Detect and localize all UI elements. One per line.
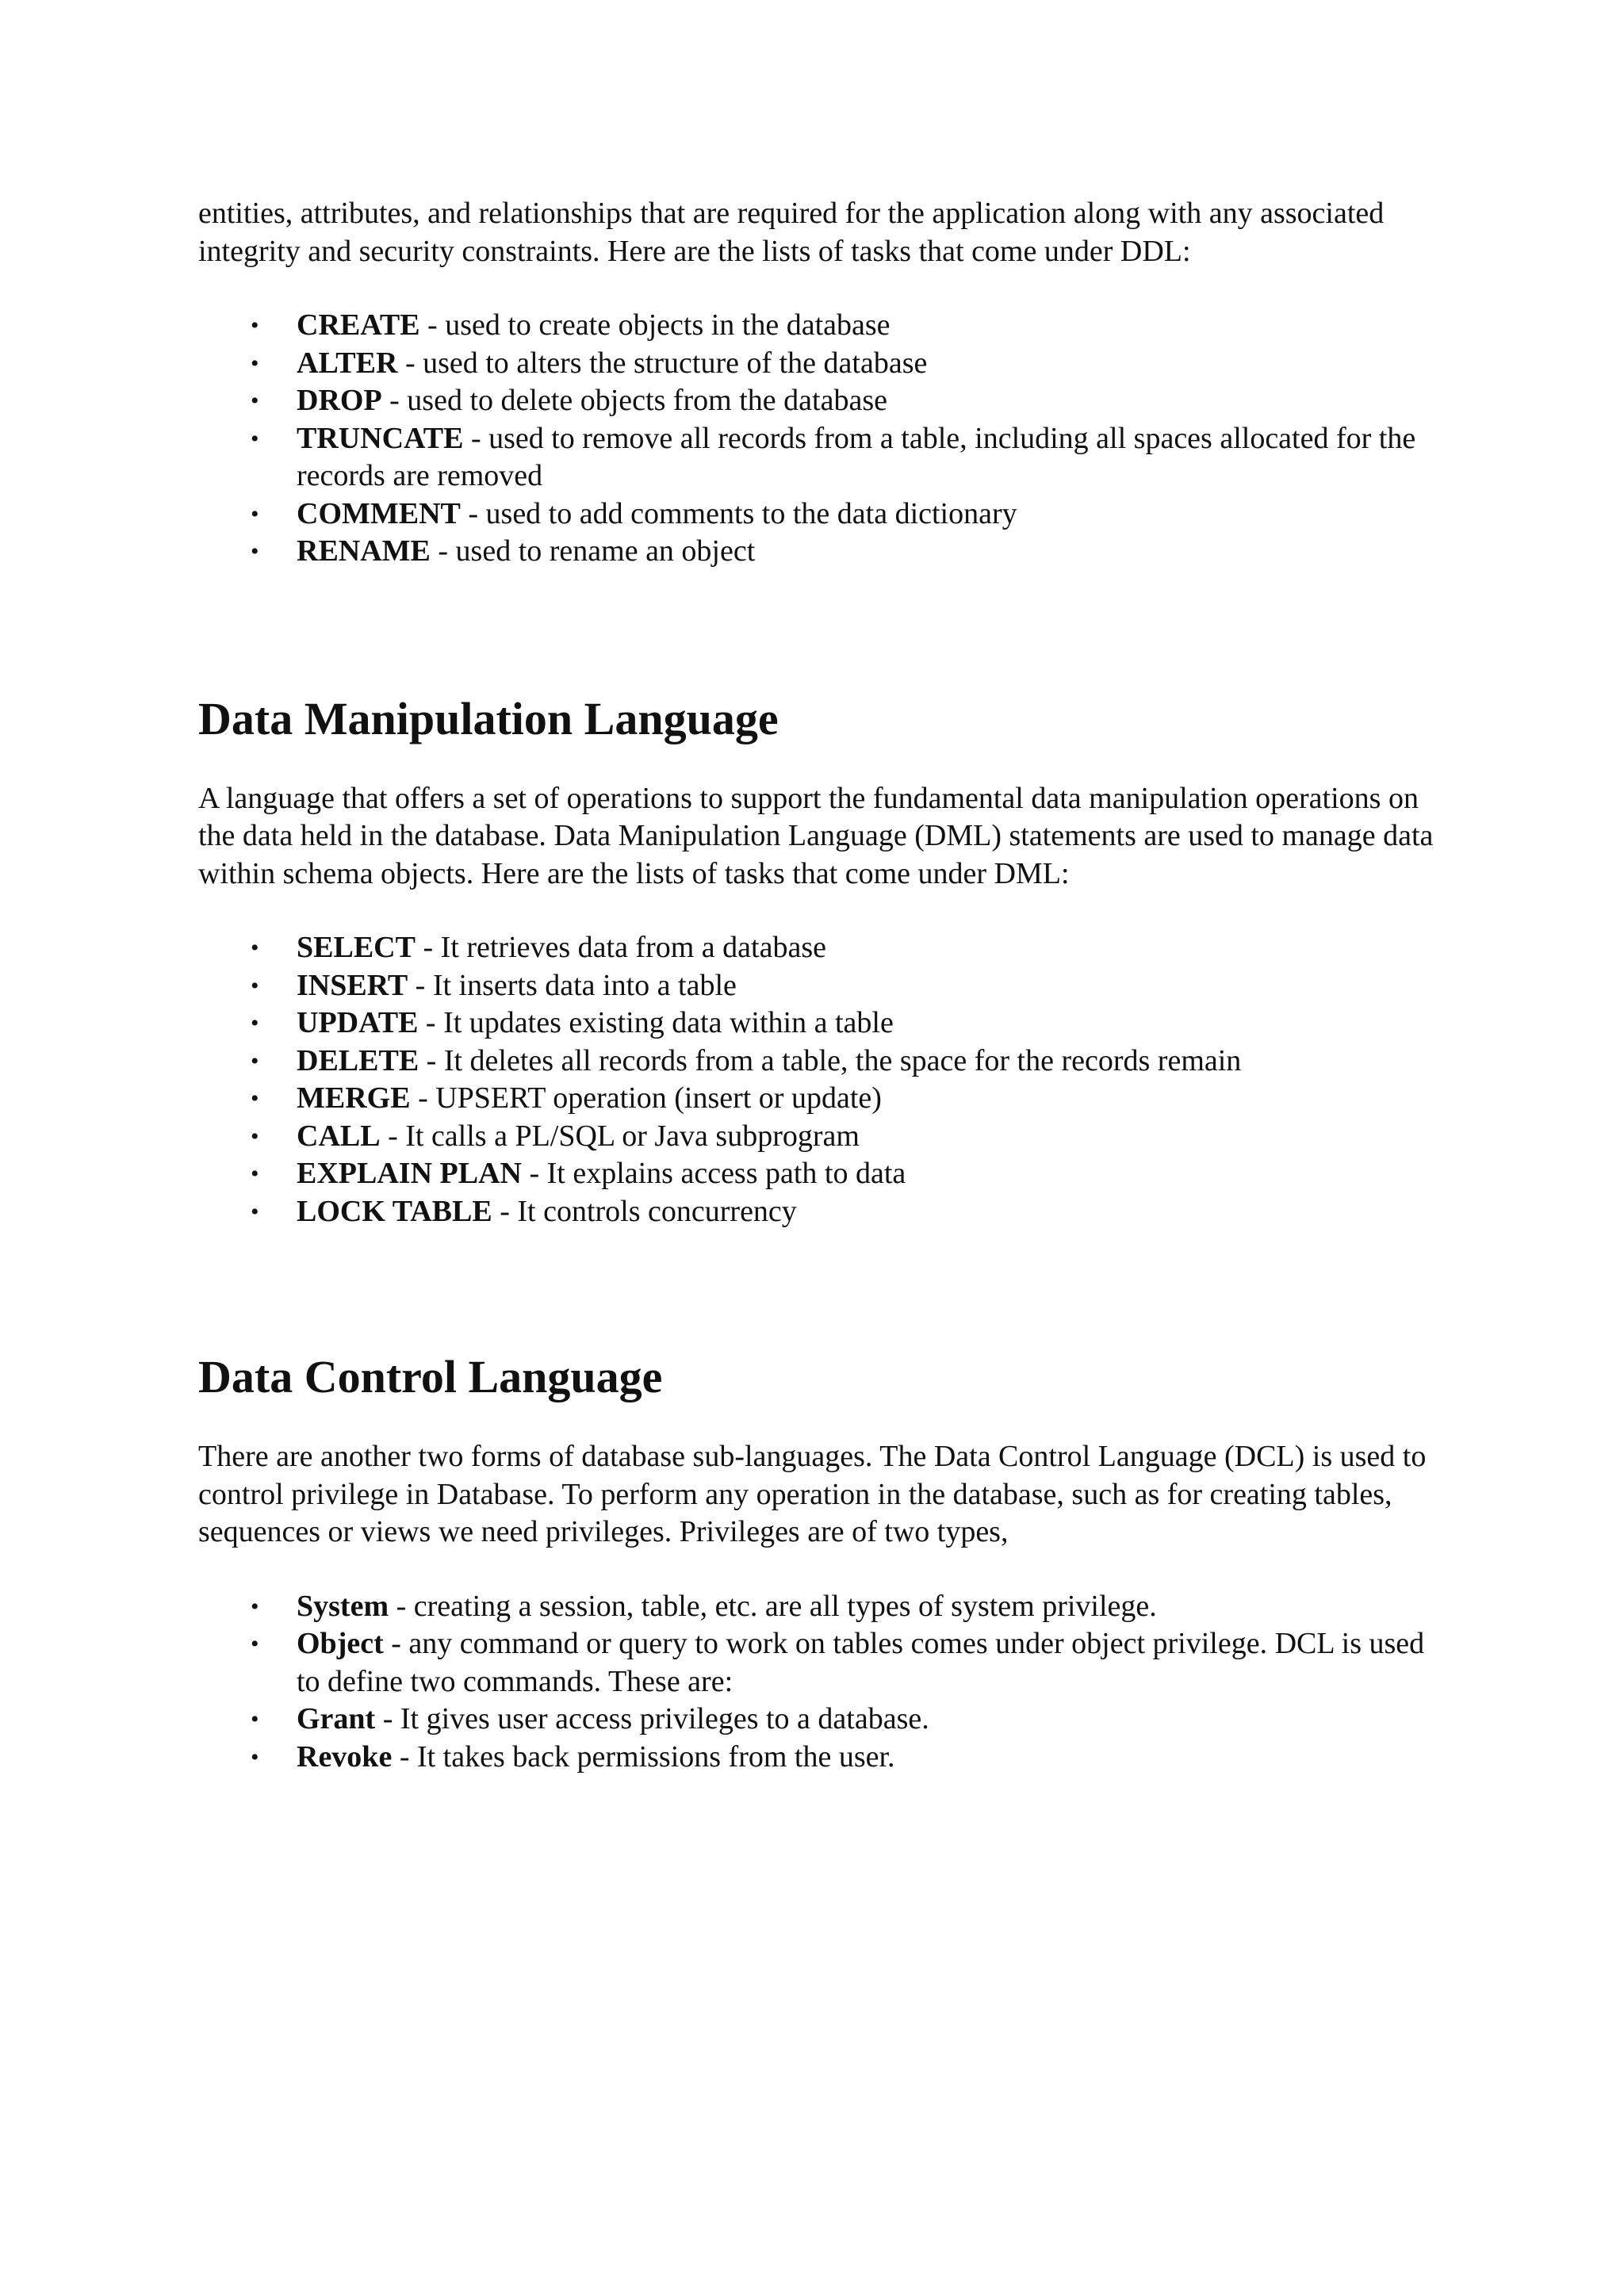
dml-task-list (198, 929, 1435, 1230)
list-item-term: DROP (297, 384, 382, 417)
list-item-term: Grant (297, 1702, 376, 1735)
list-item-term: RENAME (297, 534, 431, 568)
bullet-icon: • (251, 1593, 259, 1620)
dml-section-heading: Data Manipulation Language (198, 692, 779, 744)
bullet-icon: • (251, 1047, 259, 1074)
list-item-term: INSERT (297, 968, 408, 1002)
ddl-task-list (198, 307, 1435, 571)
list-item (198, 1080, 1435, 1118)
bullet-icon: • (251, 312, 259, 339)
dcl-privilege-list (198, 1588, 1435, 1777)
list-item (198, 1588, 1435, 1626)
list-item (198, 382, 1435, 420)
list-item-description: - used to add comments to the data dictionary (460, 496, 1017, 530)
bullet-icon: • (251, 1085, 259, 1112)
list-item (198, 1625, 1435, 1701)
list-item-term: TRUNCATE (297, 421, 464, 455)
bullet-icon: • (251, 1631, 259, 1657)
list-item-term: CREATE (297, 308, 420, 342)
list-item (198, 496, 1435, 534)
dcl-section-heading: Data Control Language (198, 1351, 663, 1402)
list-item (198, 929, 1435, 967)
list-item (198, 533, 1435, 571)
list-item (198, 1155, 1435, 1193)
bullet-icon: • (251, 972, 259, 999)
bullet-icon: • (251, 1743, 259, 1770)
list-item-term: LOCK TABLE (297, 1194, 492, 1228)
list-item-term: Revoke (297, 1739, 393, 1774)
list-item (198, 1118, 1435, 1156)
list-item-description: - It controls concurrency (492, 1194, 797, 1228)
list-item-term: ALTER (297, 346, 398, 380)
list-item-description: - It deletes all records from a table, the space for the records remain (419, 1043, 1242, 1077)
list-item-description: - creating a session, table, etc. are all types of system privilege. (389, 1589, 1157, 1623)
list-item (198, 967, 1435, 1005)
list-item-description: - used to alters the structure of the database (397, 346, 928, 380)
list-item-description: - used to rename an object (430, 534, 756, 568)
list-item-term: MERGE (297, 1081, 411, 1115)
list-item-description: - It inserts data into a table (408, 968, 737, 1002)
ddl-intro-paragraph: entities, attributes, and relationships that are required for the application along with any associated integrity and security constraints. Here are the lists of tasks that come under DDL: (198, 197, 1385, 268)
dml-intro-paragraph: A language that offers a set of operations to support the fundamental data manipulation operations on the data held in the database. Data Manipulation Language (DML) statements are used to manage data within schema objects. Here are the lists of tasks that come under DML: (198, 781, 1434, 890)
list-item-description: - UPSERT operation (insert or update) (410, 1081, 882, 1115)
list-item-term: COMMENT (297, 496, 461, 530)
list-item (198, 1043, 1435, 1081)
list-item (198, 1004, 1435, 1043)
list-item-description: - It updates existing data within a table (418, 1006, 894, 1039)
bullet-icon: • (251, 425, 259, 452)
bullet-icon: • (251, 500, 259, 527)
list-item-description: - It explains access path to data (521, 1157, 906, 1190)
list-item-term: UPDATE (297, 1006, 419, 1039)
list-item-description: - used to delete objects from the database (381, 384, 887, 417)
bullet-icon: • (251, 1161, 259, 1187)
list-item (198, 1701, 1435, 1739)
list-item-term: SELECT (297, 931, 416, 964)
list-item (198, 1739, 1435, 1777)
list-item-term: EXPLAIN PLAN (297, 1157, 522, 1190)
list-item-term: System (297, 1589, 389, 1623)
bullet-icon: • (251, 350, 259, 377)
list-item (198, 420, 1435, 496)
list-item-description: - used to create objects in the database (419, 308, 891, 342)
list-item (198, 307, 1435, 345)
list-item (198, 1193, 1435, 1231)
list-item-term: Object (297, 1627, 384, 1660)
list-item-description: - It gives user access privileges to a database. (375, 1702, 929, 1735)
bullet-icon: • (251, 1198, 259, 1225)
bullet-icon: • (251, 1010, 259, 1036)
bullet-icon: • (251, 1123, 259, 1150)
bullet-icon: • (251, 935, 259, 961)
document-page (198, 195, 1435, 1776)
list-item-description: - any command or query to work on tables comes under object privilege. DCL is used to define two commands. These are: (297, 1627, 1425, 1698)
dcl-intro-paragraph: There are another two forms of database sub-languages. The Data Control Language (DCL) is used to control privilege in Database. To perform any operation in the database, such as for creating tables, sequences or views we need privileges. Privileges are of two types, (198, 1440, 1427, 1548)
list-item-term: CALL (297, 1119, 381, 1153)
bullet-icon: • (251, 538, 259, 564)
list-item (198, 345, 1435, 383)
bullet-icon: • (251, 388, 259, 414)
bullet-icon: • (251, 1706, 259, 1732)
list-item-description: - It takes back permissions from the user. (392, 1739, 895, 1774)
list-item-description: - It calls a PL/SQL or Java subprogram (380, 1119, 860, 1153)
list-item-description: - used to remove all records from a table, including all spaces allocated for the records are removed (297, 421, 1416, 492)
list-item-description: - It retrieves data from a database (415, 931, 826, 964)
list-item-term: DELETE (297, 1043, 419, 1077)
